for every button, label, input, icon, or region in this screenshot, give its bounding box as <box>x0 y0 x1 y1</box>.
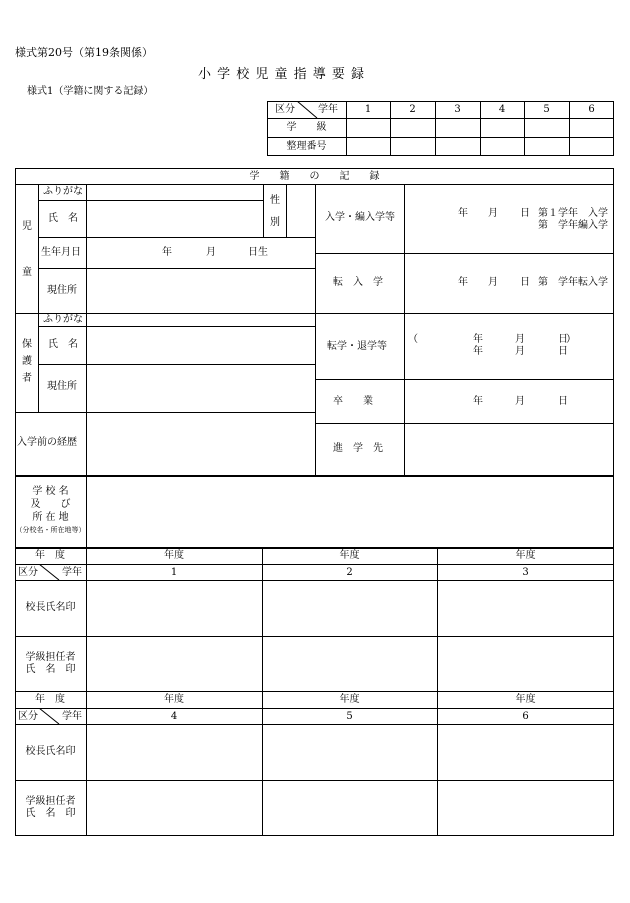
grade-header-6: 6 <box>588 104 595 115</box>
year-cell-5: 年度 <box>339 694 360 705</box>
guardian-group-label-1: 保 <box>22 339 32 350</box>
transfer-out-month-2: 月 <box>515 346 525 357</box>
principal-seal-label-2: 校長氏名印 <box>25 746 76 757</box>
graduation-label: 卒 業 <box>333 396 373 407</box>
guardian-group-label-3: 者 <box>22 373 32 384</box>
guardian-furigana-label: ふりがな <box>43 314 83 325</box>
page-title: 小 学 校 児 童 指 導 要 録 <box>198 67 366 82</box>
school-name-note: （分校名・所在地等） <box>15 526 86 534</box>
bottom-corner-left-2: 区分 <box>18 711 38 722</box>
form-subtitle: 様式1（学籍に関する記録） <box>27 86 154 97</box>
child-group-label-1: 児 <box>22 221 32 232</box>
grade-header-5: 5 <box>543 104 550 115</box>
transfer-in-label: 転 入 学 <box>333 277 383 288</box>
transfer-in-year: 年 <box>458 277 468 288</box>
child-address-label: 現住所 <box>47 285 77 296</box>
bottom-grade-6: 6 <box>522 711 529 722</box>
guardian-group-label-2: 護 <box>22 356 32 367</box>
child-birth-year: 年 <box>162 247 172 258</box>
transfer-in-day: 日 <box>520 277 530 288</box>
grade-header-1: 1 <box>364 104 372 115</box>
year-cell-2: 年度 <box>339 550 360 561</box>
grade-header-3: 3 <box>454 104 461 115</box>
transfer-out-day-1: 日 <box>558 334 568 345</box>
number-row-label: 整理番号 <box>286 141 327 152</box>
next-school-label: 進 学 先 <box>333 443 383 454</box>
bottom-corner-right-1: 学年 <box>62 567 82 578</box>
child-sex-label-2: 別 <box>270 217 280 228</box>
transfer-in-month: 月 <box>488 277 498 288</box>
child-birth-day: 日生 <box>248 247 268 258</box>
school-name-label-3: 所 在 地 <box>32 512 69 523</box>
year-label-2: 年 度 <box>35 694 65 705</box>
graduation-year: 年 <box>473 396 483 407</box>
graduation-day: 日 <box>558 396 568 407</box>
year-cell-3: 年度 <box>515 550 536 561</box>
admission-month: 月 <box>488 208 498 219</box>
teacher-seal-label-1a: 学級担任者 <box>25 652 76 663</box>
graduation-month: 月 <box>515 396 525 407</box>
admission-year: 年 <box>458 208 468 219</box>
class-row-label: 学 級 <box>286 122 327 133</box>
admission-grade-transfer: 第 学年編入学 <box>538 220 608 231</box>
top-corner-left: 区分 <box>275 104 295 115</box>
bottom-grade-5: 5 <box>346 711 353 722</box>
record-title: 学 籍 の 記 録 <box>249 171 380 182</box>
year-cell-4: 年度 <box>164 694 184 705</box>
transfer-out-day-2: 日 <box>558 346 568 357</box>
teacher-seal-label-2a: 学級担任者 <box>25 796 76 807</box>
child-furigana-label: ふりがな <box>43 186 83 197</box>
bottom-grade-2: 2 <box>346 567 353 578</box>
prior-history-label: 入学前の経歴 <box>17 437 77 448</box>
child-sex-label-1: 性 <box>270 195 280 206</box>
school-name-label-1: 学 校 名 <box>32 486 69 497</box>
teacher-seal-label-1b: 氏 名 印 <box>25 664 76 675</box>
transfer-out-month-1: 月 <box>515 334 525 345</box>
bottom-grade-3: 3 <box>522 567 529 578</box>
teacher-seal-label-2b: 氏 名 印 <box>25 808 76 819</box>
transfer-out-year-2: 年 <box>473 346 483 357</box>
bottom-corner-left-1: 区分 <box>18 567 38 578</box>
child-group-label-2: 童 <box>22 267 32 278</box>
transfer-out-label: 転学・退学等 <box>327 341 387 352</box>
grade-header-2: 2 <box>409 104 416 115</box>
bottom-grade-4: 4 <box>170 711 178 722</box>
transfer-out-paren-open: （ <box>408 334 418 345</box>
admission-label: 入学・編入学等 <box>325 212 395 223</box>
child-birth-month: 月 <box>206 247 216 258</box>
form-number: 様式第20号（第19条関係） <box>15 46 153 59</box>
guardian-address-label: 現住所 <box>47 381 77 392</box>
transfer-out-year-1: 年 <box>473 334 483 345</box>
top-corner-right: 学年 <box>318 104 338 115</box>
school-name-label-2: 及 び <box>30 499 71 510</box>
principal-seal-label-1: 校長氏名印 <box>25 602 76 613</box>
year-cell-6: 年度 <box>515 694 536 705</box>
bottom-grade-1: 1 <box>170 567 178 578</box>
admission-grade-enter: 第１学年 入学 <box>538 208 608 219</box>
year-cell-1: 年度 <box>164 550 184 561</box>
transfer-in-grade: 第 学年転入学 <box>538 277 608 288</box>
grade-header-4: 4 <box>498 104 506 115</box>
child-birth-label: 生年月日 <box>41 247 81 258</box>
guardian-name-label: 氏 名 <box>48 339 78 350</box>
child-name-label: 氏 名 <box>48 213 78 224</box>
year-label-1: 年 度 <box>35 550 65 561</box>
admission-day: 日 <box>520 208 530 219</box>
transfer-out-paren-close: ） <box>566 334 576 345</box>
bottom-corner-right-2: 学年 <box>62 711 82 722</box>
